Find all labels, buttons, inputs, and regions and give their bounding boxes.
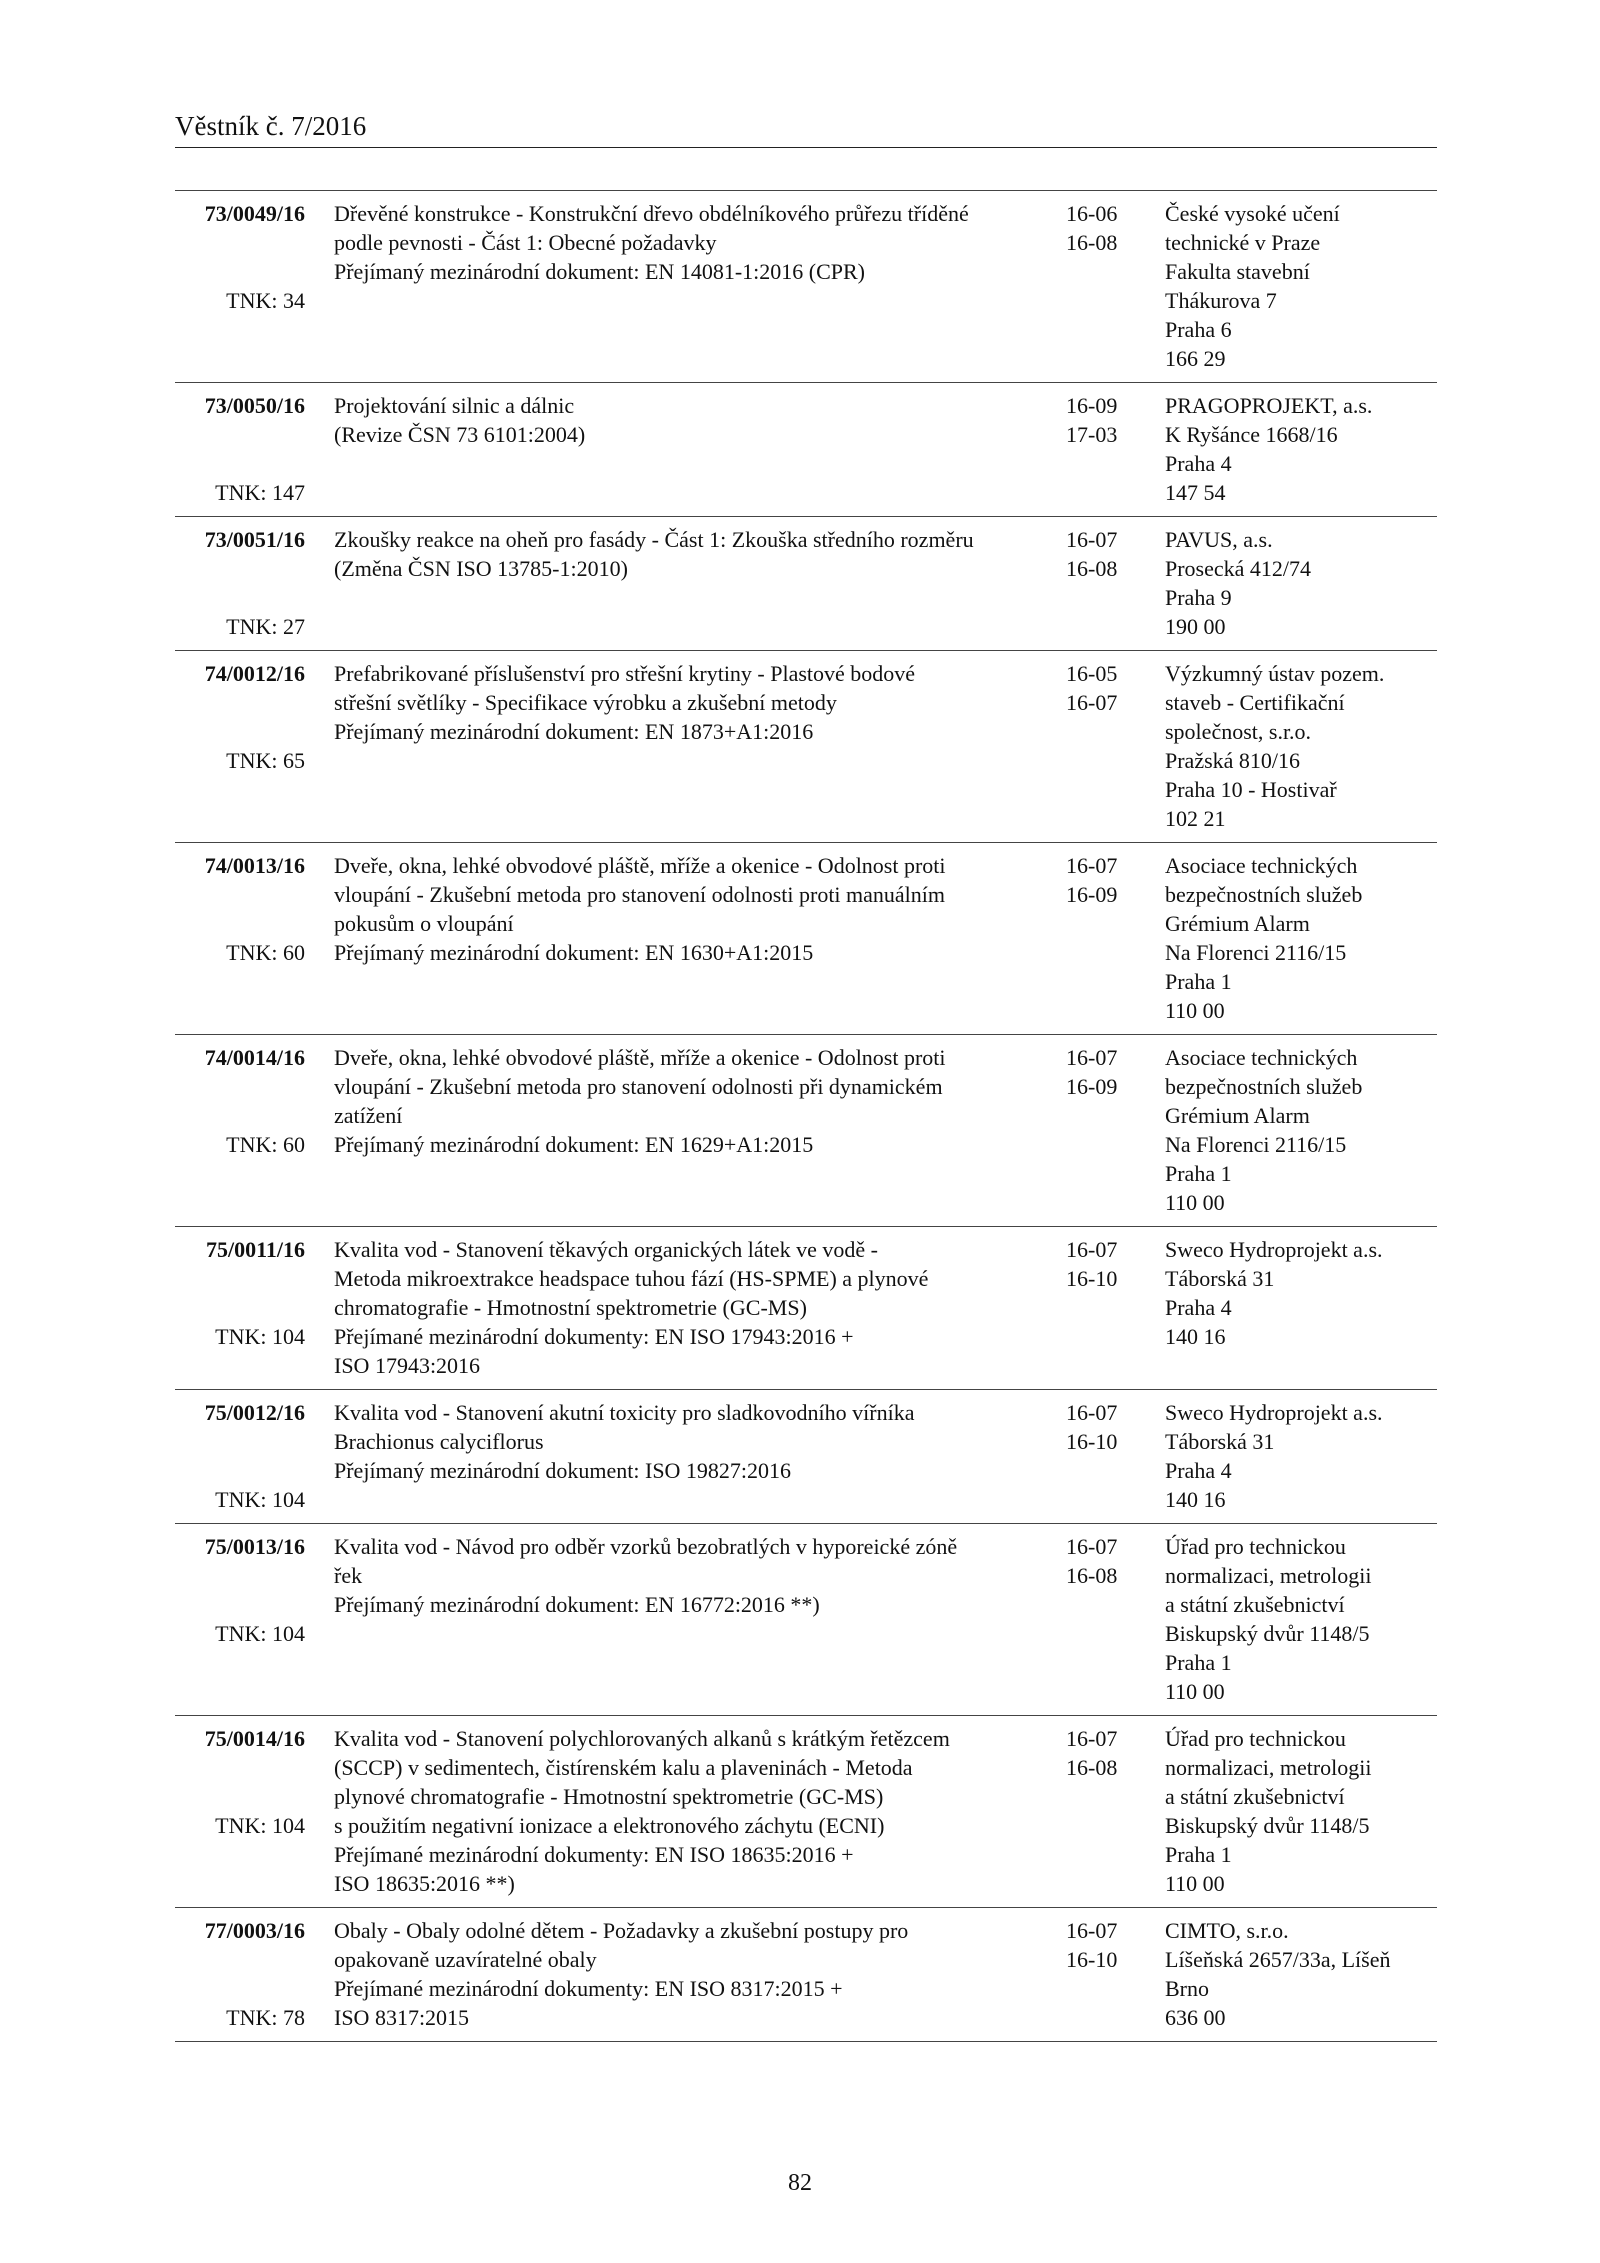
processor-address [1165, 391, 1440, 507]
description-line: (SCCP) v sedimentech, čistírenském kalu a plaveninách - Metoda [334, 1755, 913, 1780]
table-row [175, 1716, 1437, 1908]
address-line: PAVUS, a.s. [1165, 527, 1273, 552]
date-value: 16-06 [1066, 201, 1118, 226]
entry-dates [1066, 1043, 1136, 1101]
description-line: vloupání - Zkušební metoda pro stanovení odolnosti při dynamickém [334, 1074, 943, 1099]
description-line: Přejímaný mezinárodní dokument: EN 16772:2016 **) [334, 1592, 820, 1617]
address-line: normalizaci, metrologii [1165, 1563, 1372, 1588]
date-value: 16-07 [1066, 1534, 1118, 1559]
date-value: 16-08 [1066, 556, 1118, 581]
description-line: Dřevěné konstrukce - Konstrukční dřevo obdélníkového průřezu tříděné [334, 201, 969, 226]
entry-dates [1066, 1532, 1136, 1590]
entry-id-cell [175, 659, 305, 833]
description-line: Přejímaný mezinárodní dokument: EN 1629+A1:2015 [334, 1132, 814, 1157]
entry-number: 74/0012/16 [204, 661, 305, 686]
description-line: podle pevnosti - Část 1: Obecné požadavky [334, 230, 717, 255]
description-line: střešní světlíky - Specifikace výrobku a zkušební metody [334, 690, 837, 715]
entry-id-cell [175, 1916, 305, 2032]
tnk-label: TNK: 34 [226, 288, 305, 313]
tnk-label: TNK: 104 [215, 1813, 305, 1838]
description-line: Obaly - Obaly odolné dětem - Požadavky a zkušební postupy pro [334, 1918, 909, 1943]
address-line: 140 16 [1165, 1324, 1226, 1349]
description-line: Kvalita vod - Stanovení akutní toxicity pro sladkovodního vířníka [334, 1400, 915, 1425]
entry-dates [1066, 525, 1136, 583]
entry-number: 77/0003/16 [204, 1918, 305, 1943]
description-line: Dveře, okna, lehké obvodové pláště, mříže a okenice - Odolnost proti [334, 1045, 946, 1070]
address-line: Biskupský dvůr 1148/5 [1165, 1621, 1370, 1646]
description-line: Přejímané mezinárodní dokumenty: EN ISO 8317:2015 + [334, 1976, 843, 2001]
address-line: Výzkumný ústav pozem. [1165, 661, 1385, 686]
entry-dates [1066, 659, 1136, 717]
entry-dates [1066, 851, 1136, 909]
description-line: (Změna ČSN ISO 13785-1:2010) [334, 556, 628, 581]
entry-dates [1066, 1916, 1136, 1974]
address-line: Úřad pro technickou [1165, 1726, 1346, 1751]
date-value: 16-05 [1066, 661, 1118, 686]
date-value: 16-07 [1066, 1237, 1118, 1262]
description-line: Dveře, okna, lehké obvodové pláště, mříže a okenice - Odolnost proti [334, 853, 946, 878]
entry-number: 75/0011/16 [205, 1237, 305, 1262]
date-value: 17-03 [1066, 422, 1118, 447]
description-line: Přejímané mezinárodní dokumenty: EN ISO 18635:2016 + [334, 1842, 854, 1867]
address-line: 110 00 [1165, 1871, 1225, 1896]
tnk-label: TNK: 65 [226, 748, 305, 773]
address-line: 190 00 [1165, 614, 1226, 639]
date-value: 16-09 [1066, 393, 1118, 418]
entry-id-cell [175, 199, 305, 373]
tnk-label: TNK: 104 [215, 1324, 305, 1349]
entry-number: 74/0014/16 [204, 1045, 305, 1070]
date-value: 16-07 [1066, 690, 1118, 715]
address-line: normalizaci, metrologii [1165, 1755, 1372, 1780]
description-line: Přejímaný mezinárodní dokument: EN 14081-1:2016 (CPR) [334, 259, 865, 284]
date-value: 16-07 [1066, 1400, 1118, 1425]
processor-address [1165, 199, 1440, 373]
address-line: Praha 1 [1165, 1842, 1232, 1867]
processor-address [1165, 1916, 1440, 2032]
address-line: 636 00 [1165, 2005, 1226, 2030]
page-number: 82 [788, 2170, 812, 2196]
address-line: Praha 9 [1165, 585, 1232, 610]
table-row [175, 1227, 1437, 1390]
address-line: Praha 6 [1165, 317, 1232, 342]
description-line: plynové chromatografie - Hmotnostní spektrometrie (GC-MS) [334, 1784, 884, 1809]
address-line: Fakulta stavební [1165, 259, 1310, 284]
description-line: opakovaně uzavíratelné obaly [334, 1947, 597, 1972]
entry-dates [1066, 391, 1136, 449]
date-value: 16-09 [1066, 882, 1118, 907]
description-line: Projektování silnic a dálnic [334, 393, 575, 418]
description-line: chromatografie - Hmotnostní spektrometrie (GC-MS) [334, 1295, 807, 1320]
entry-id-cell [175, 1235, 305, 1380]
table-row [175, 191, 1437, 383]
entry-dates [1066, 1398, 1136, 1456]
description-line: Metoda mikroextrakce headspace tuhou fází (HS-SPME) a plynové [334, 1266, 929, 1291]
table-row [175, 1390, 1437, 1524]
description-line: řek [334, 1563, 363, 1588]
entry-dates [1066, 1235, 1136, 1293]
tnk-label: TNK: 78 [226, 2005, 305, 2030]
entry-id-cell [175, 851, 305, 1025]
entry-id-cell [175, 525, 305, 641]
table-row [175, 1908, 1437, 2042]
address-line: Praha 4 [1165, 1458, 1232, 1483]
entry-number: 73/0051/16 [204, 527, 305, 552]
address-line: Grémium Alarm [1165, 1103, 1310, 1128]
description-line: Prefabrikované příslušenství pro střešní krytiny - Plastové bodové [334, 661, 916, 686]
address-line: 140 16 [1165, 1487, 1226, 1512]
address-line: Sweco Hydroprojekt a.s. [1165, 1237, 1383, 1262]
table-row [175, 651, 1437, 843]
table-row [175, 1035, 1437, 1227]
entry-number: 75/0012/16 [204, 1400, 305, 1425]
address-line: České vysoké učení [1165, 201, 1340, 226]
description-line: Kvalita vod - Stanovení polychlorovaných alkanů s krátkým řetězcem [334, 1726, 950, 1751]
date-value: 16-07 [1066, 1918, 1118, 1943]
address-line: Praha 4 [1165, 1295, 1232, 1320]
description-line: Přejímané mezinárodní dokumenty: EN ISO 17943:2016 + [334, 1324, 854, 1349]
entry-number: 75/0013/16 [204, 1534, 305, 1559]
tnk-label: TNK: 104 [215, 1487, 305, 1512]
date-value: 16-10 [1066, 1947, 1118, 1972]
description-line: Kvalita vod - Stanovení těkavých organických látek ve vodě - [334, 1237, 878, 1262]
address-line: Úřad pro technickou [1165, 1534, 1346, 1559]
description-line: (Revize ČSN 73 6101:2004) [334, 422, 586, 447]
address-line: bezpečnostních služeb [1165, 1074, 1363, 1099]
address-line: 110 00 [1165, 998, 1225, 1023]
address-line: staveb - Certifikační [1165, 690, 1345, 715]
address-line: společnost, s.r.o. [1165, 719, 1312, 744]
description-line: s použitím negativní ionizace a elektronového záchytu (ECNI) [334, 1813, 885, 1838]
description-line: ISO 8317:2015 [334, 2005, 470, 2030]
description-line: Brachionus calyciflorus [334, 1429, 544, 1454]
address-line: Praha 1 [1165, 1650, 1232, 1675]
address-line: technické v Praze [1165, 230, 1321, 255]
address-line: bezpečnostních služeb [1165, 882, 1363, 907]
address-line: Pražská 810/16 [1165, 748, 1301, 773]
address-line: Praha 4 [1165, 451, 1232, 476]
entry-number: 74/0013/16 [204, 853, 305, 878]
address-line: Asociace technických [1165, 1045, 1358, 1070]
description-line: vloupání - Zkušební metoda pro stanovení odolnosti proti manuálním [334, 882, 946, 907]
tnk-label: TNK: 60 [226, 1132, 305, 1157]
entry-id-cell [175, 1532, 305, 1706]
entry-id-cell [175, 1724, 305, 1898]
date-value: 16-07 [1066, 527, 1118, 552]
address-line: Brno [1165, 1976, 1209, 2001]
tnk-label: TNK: 147 [215, 480, 305, 505]
date-value: 16-10 [1066, 1429, 1118, 1454]
table-row [175, 517, 1437, 651]
entry-id-cell [175, 1398, 305, 1514]
address-line: a státní zkušebnictví [1165, 1784, 1345, 1809]
processor-address [1165, 1398, 1440, 1514]
address-line: Biskupský dvůr 1148/5 [1165, 1813, 1370, 1838]
processor-address [1165, 851, 1440, 1025]
address-line: 102 21 [1165, 806, 1226, 831]
description-line: Zkoušky reakce na oheň pro fasády - Část 1: Zkouška středního rozměru [334, 527, 974, 552]
entry-id-cell [175, 1043, 305, 1217]
date-value: 16-07 [1066, 853, 1118, 878]
entry-number: 73/0050/16 [204, 393, 305, 418]
description-line: Kvalita vod - Návod pro odběr vzorků bezobratlých v hyporeické zóně [334, 1534, 958, 1559]
address-line: Sweco Hydroprojekt a.s. [1165, 1400, 1383, 1425]
processor-address [1165, 1043, 1440, 1217]
entry-dates [1066, 199, 1136, 257]
description-line: Přejímaný mezinárodní dokument: EN 1873+A1:2016 [334, 719, 814, 744]
description-line: ISO 18635:2016 **) [334, 1871, 515, 1896]
address-line: 147 54 [1165, 480, 1226, 505]
address-line: Prosecká 412/74 [1165, 556, 1312, 581]
date-value: 16-08 [1066, 1563, 1118, 1588]
date-value: 16-07 [1066, 1726, 1118, 1751]
address-line: PRAGOPROJEKT, a.s. [1165, 393, 1373, 418]
address-line: a státní zkušebnictví [1165, 1592, 1345, 1617]
description-line: pokusům o vloupání [334, 911, 514, 936]
description-line: zatížení [334, 1103, 403, 1128]
date-value: 16-09 [1066, 1074, 1118, 1099]
date-value: 16-10 [1066, 1266, 1118, 1291]
address-line: CIMTO, s.r.o. [1165, 1918, 1289, 1943]
address-line: 110 00 [1165, 1190, 1225, 1215]
tnk-label: TNK: 104 [215, 1621, 305, 1646]
entry-id-cell [175, 391, 305, 507]
standards-table [175, 190, 1437, 2042]
date-value: 16-08 [1066, 230, 1118, 255]
processor-address [1165, 1724, 1440, 1898]
tnk-label: TNK: 27 [226, 614, 305, 639]
address-line: Praha 1 [1165, 969, 1232, 994]
processor-address [1165, 525, 1440, 641]
address-line: Táborská 31 [1165, 1266, 1275, 1291]
entry-number: 75/0014/16 [204, 1726, 305, 1751]
header-divider [175, 147, 1437, 148]
address-line: Líšeňská 2657/33a, Líšeň [1165, 1947, 1391, 1972]
address-line: Praha 10 - Hostivař [1165, 777, 1337, 802]
address-line: Thákurova 7 [1165, 288, 1277, 313]
tnk-label: TNK: 60 [226, 940, 305, 965]
address-line: Grémium Alarm [1165, 911, 1310, 936]
address-line: 110 00 [1165, 1679, 1225, 1704]
processor-address [1165, 1532, 1440, 1706]
description-line: Přejímaný mezinárodní dokument: EN 1630+A1:2015 [334, 940, 814, 965]
processor-address [1165, 659, 1440, 833]
date-value: 16-07 [1066, 1045, 1118, 1070]
address-line: K Ryšánce 1668/16 [1165, 422, 1338, 447]
description-line: Přejímaný mezinárodní dokument: ISO 19827:2016 [334, 1458, 792, 1483]
address-line: Na Florenci 2116/15 [1165, 1132, 1347, 1157]
address-line: Asociace technických [1165, 853, 1358, 878]
entry-number: 73/0049/16 [204, 201, 305, 226]
page-header-title: Věstník č. 7/2016 [175, 111, 367, 141]
table-row [175, 843, 1437, 1035]
address-line: Na Florenci 2116/15 [1165, 940, 1347, 965]
table-row [175, 1524, 1437, 1716]
description-line: ISO 17943:2016 [334, 1353, 481, 1378]
processor-address [1165, 1235, 1440, 1351]
address-line: Praha 1 [1165, 1161, 1232, 1186]
table-row [175, 383, 1437, 517]
address-line: 166 29 [1165, 346, 1226, 371]
date-value: 16-08 [1066, 1755, 1118, 1780]
entry-dates [1066, 1724, 1136, 1782]
address-line: Táborská 31 [1165, 1429, 1275, 1454]
